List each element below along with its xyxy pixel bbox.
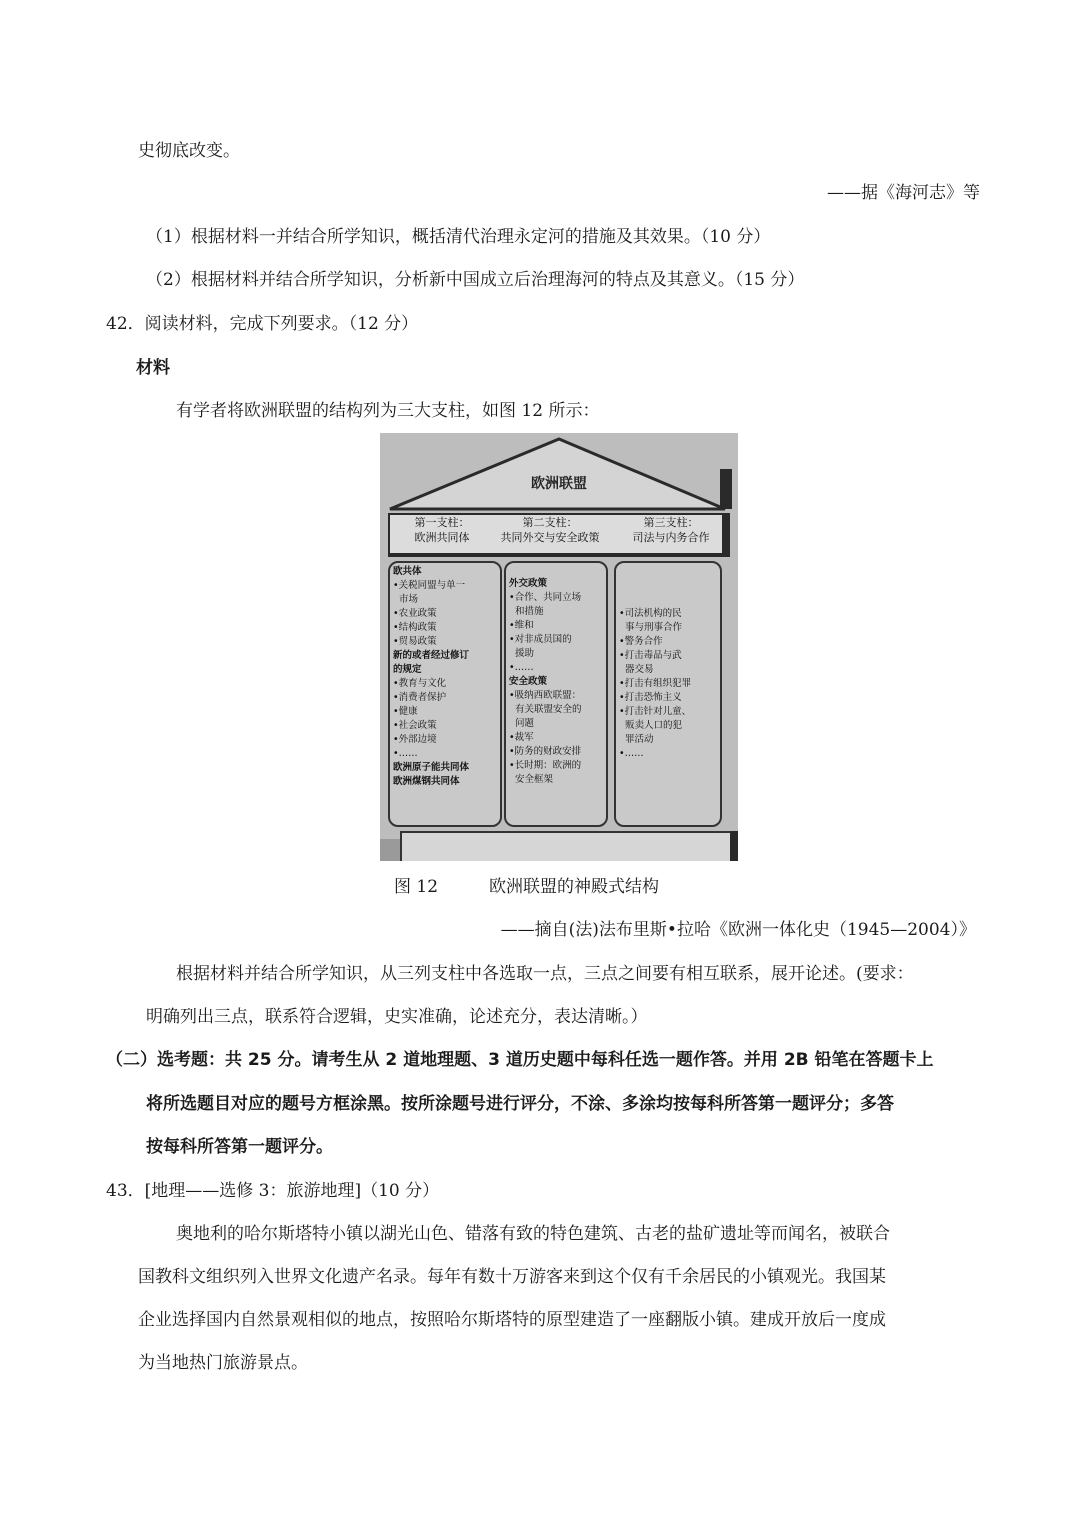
question-2: （2）根据材料并结合所学知识，分析新中国成立后治理海河的特点及其意义。（15 分） bbox=[146, 270, 805, 290]
pillar-item: •对非成员国的 bbox=[509, 634, 572, 645]
pillar-item: 问题 bbox=[509, 718, 535, 729]
pillar-item: •防务的财政安排 bbox=[509, 746, 582, 757]
passage-line-1: 奥地利的哈尔斯塔特小镇以湖光山色、错落有致的特色建筑、古老的盐矿遗址等而闻名，被联合 bbox=[176, 1224, 890, 1244]
pillar-2-title: 第二支柱： 共同外交与安全政策 bbox=[500, 516, 600, 544]
pillar-item: 欧共体 bbox=[393, 566, 422, 577]
pillar-item: 和措施 bbox=[509, 606, 544, 617]
pillar-item: •外部边境 bbox=[393, 734, 437, 745]
pillar-item: •打击有组织犯罪 bbox=[619, 678, 692, 689]
pillar-item: 罪活动 bbox=[619, 734, 654, 745]
pillar-2 bbox=[504, 561, 608, 827]
passage-line-4: 为当地热门旅游景点。 bbox=[138, 1353, 308, 1373]
pillar-item: •打击恐怖主义 bbox=[619, 692, 682, 703]
question-1: （1）根据材料一并结合所学知识，概括清代治理永定河的措施及其效果。（10 分） bbox=[146, 227, 771, 247]
pillar-item: •裁军 bbox=[509, 732, 534, 743]
roof-label: 欧洲联盟 bbox=[531, 476, 587, 492]
pillar-item: 有关联盟安全的 bbox=[509, 704, 582, 715]
elective-line-3: 按每科所答第一题评分。 bbox=[146, 1137, 333, 1157]
task-line-1: 根据材料并结合所学知识，从三列支柱中各选取一点，三点之间要有相互联系，展开论述。(要求： bbox=[176, 964, 914, 984]
pillar-item: •消费者保护 bbox=[393, 692, 447, 703]
pillar-item: •关税同盟与单一 bbox=[393, 580, 466, 591]
pillar-item: 器交易 bbox=[619, 664, 654, 675]
material-intro: 有学者将欧洲联盟的结构列为三大支柱，如图 12 所示： bbox=[176, 401, 600, 421]
pillar-item: •…… bbox=[509, 662, 534, 673]
pillar-item: •警务合作 bbox=[619, 636, 663, 647]
text-line: 史彻底改变。 bbox=[138, 141, 240, 161]
pillar-item: 安全框架 bbox=[509, 774, 554, 785]
pillar-item: •长时期：欧洲的 bbox=[509, 760, 582, 771]
pillar-1-title: 第一支柱： 欧洲共同体 bbox=[414, 516, 470, 544]
material-heading: 材料 bbox=[136, 358, 170, 378]
elective-line-1: （二）选考题：共 25 分。请考生从 2 道地理题、3 道历史题中每科任选一题作答。并用 2B 铅笔在答题卡上 bbox=[106, 1050, 934, 1070]
pillar-item: •教育与文化 bbox=[393, 678, 447, 689]
pillar-item: •社会政策 bbox=[393, 720, 437, 731]
pillar-1 bbox=[388, 561, 502, 827]
pillar-item: 外交政策 bbox=[509, 578, 548, 589]
task-line-2: 明确列出三点，联系符合逻辑，史实准确，论述充分，表达清晰。） bbox=[146, 1007, 648, 1027]
pillar-item: 欧洲煤钢共同体 bbox=[393, 776, 460, 787]
figure-caption: 图 12 欧洲联盟的神殿式结构 bbox=[394, 877, 660, 897]
pillar-item: •贸易政策 bbox=[393, 636, 437, 647]
pillar-item: 市场 bbox=[393, 594, 419, 605]
pillar-3 bbox=[614, 561, 722, 827]
figure-source: ——摘自(法)法布里斯•拉哈《欧洲一体化史（1945—2004）》 bbox=[500, 920, 976, 940]
pillar-item: 事与刑事合作 bbox=[619, 622, 683, 633]
pillar-item: 欧洲原子能共同体 bbox=[393, 762, 470, 773]
pillar-item: •打击毒品与武 bbox=[619, 650, 682, 661]
pillar-item: •农业政策 bbox=[393, 608, 437, 619]
pillar-item: •…… bbox=[619, 748, 644, 759]
eu-temple-figure bbox=[380, 433, 738, 861]
pillar-item: 的规定 bbox=[393, 664, 422, 675]
pillar-item: •司法机构的民 bbox=[619, 608, 682, 619]
pillar-item: •…… bbox=[393, 748, 418, 759]
passage-line-2: 国教科文组织列入世界文化遗产名录。每年有数十万游客来到这个仅有千余居民的小镇观光。我国某 bbox=[138, 1267, 886, 1287]
pillar-item: •合作、共同立场 bbox=[509, 592, 582, 603]
question-42: 42．阅读材料，完成下列要求。（12 分） bbox=[106, 314, 419, 334]
passage-line-3: 企业选择国内自然景观相似的地点，按照哈尔斯塔特的原型建造了一座翻版小镇。建成开放后一度成 bbox=[138, 1310, 886, 1330]
pillar-item: •健康 bbox=[393, 706, 418, 717]
pillar-item: 安全政策 bbox=[509, 676, 548, 687]
pillar-item: 新的或者经过修订 bbox=[393, 650, 470, 661]
temple-base bbox=[400, 831, 738, 861]
pillar-item: 贩卖人口的犯 bbox=[619, 720, 683, 731]
elective-line-2: 将所选题目对应的题号方框涂黑。按所涂题号进行评分，不涂、多涂均按每科所答第一题评分；多答 bbox=[146, 1094, 894, 1114]
pillar-item: •结构政策 bbox=[393, 622, 437, 633]
pillar-3-title: 第三支柱： 司法与内务合作 bbox=[632, 516, 710, 544]
pillar-item: •维和 bbox=[509, 620, 534, 631]
source-citation: ——据《海河志》等 bbox=[827, 183, 980, 203]
question-43: 43．[地理——选修 3：旅游地理]（10 分） bbox=[106, 1181, 440, 1201]
pillar-item: •吸纳西欧联盟： bbox=[509, 690, 582, 701]
pillar-item: 援助 bbox=[509, 648, 535, 659]
pillar-item: •打击针对儿童、 bbox=[619, 706, 692, 717]
